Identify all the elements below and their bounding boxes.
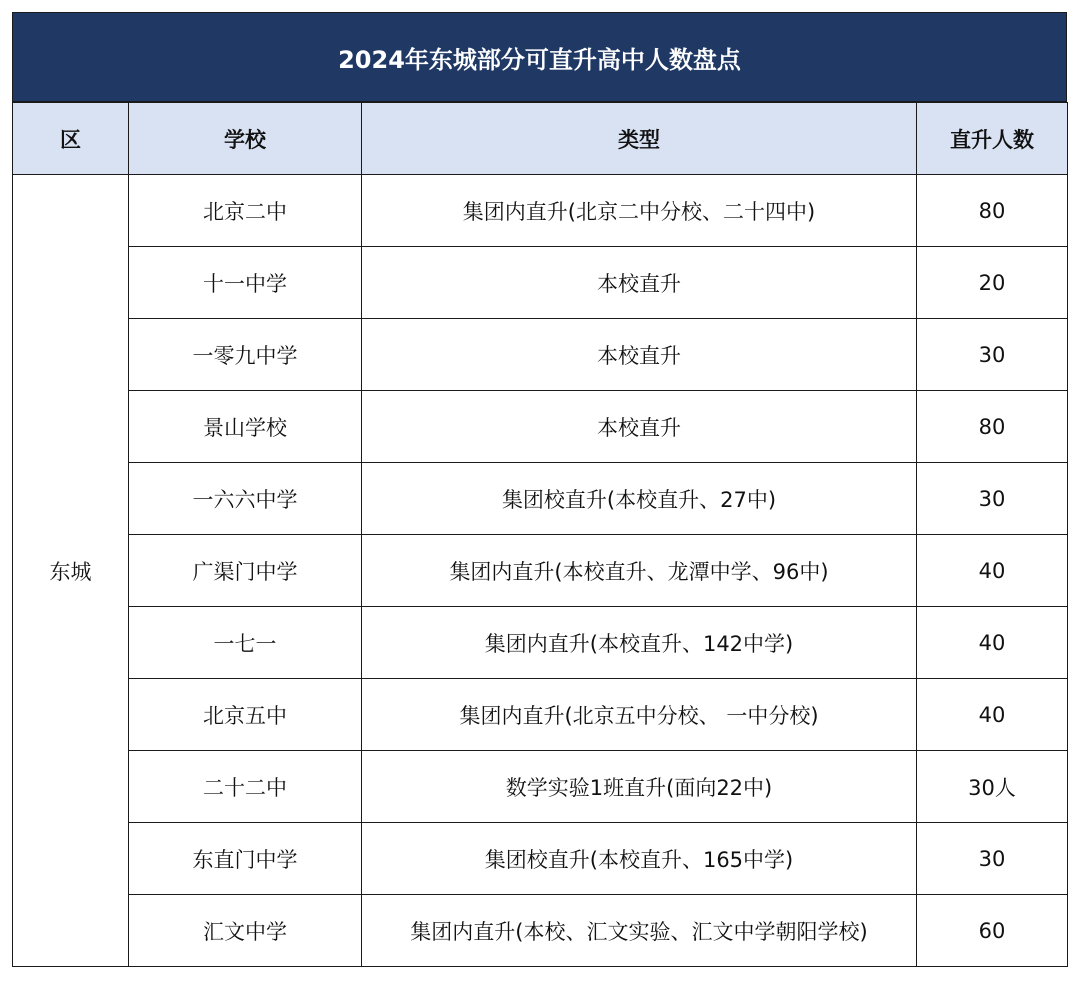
- count-cell: 40: [917, 607, 1068, 679]
- table-row: [13, 391, 1068, 463]
- table-title: 2024年东城部分可直升高中人数盘点: [12, 12, 1067, 102]
- count-cell: 20: [917, 247, 1068, 319]
- type-cell: 集团内直升(北京二中分校、二十四中): [362, 175, 917, 247]
- table-row: [13, 175, 1068, 247]
- header-count: 直升人数: [917, 103, 1068, 175]
- type-cell: 集团校直升(本校直升、165中学): [362, 823, 917, 895]
- count-cell: 60: [917, 895, 1068, 967]
- count-cell: 40: [917, 679, 1068, 751]
- school-cell: 一七一: [129, 607, 362, 679]
- table-row: [13, 463, 1068, 535]
- school-cell: 一六六中学: [129, 463, 362, 535]
- count-cell: 30: [917, 319, 1068, 391]
- school-cell: 北京二中: [129, 175, 362, 247]
- table-row: [13, 607, 1068, 679]
- type-cell: 集团内直升(本校直升、142中学): [362, 607, 917, 679]
- type-cell: 本校直升: [362, 391, 917, 463]
- table-row: [13, 247, 1068, 319]
- district-cell: 东城: [13, 175, 129, 967]
- table-row: [13, 823, 1068, 895]
- type-cell: 集团内直升(北京五中分校、 一中分校): [362, 679, 917, 751]
- school-cell: 汇文中学: [129, 895, 362, 967]
- type-cell: 本校直升: [362, 319, 917, 391]
- school-cell: 东直门中学: [129, 823, 362, 895]
- school-cell: 北京五中: [129, 679, 362, 751]
- table-container: [12, 12, 1067, 967]
- table-row: [13, 319, 1068, 391]
- type-cell: 集团内直升(本校、汇文实验、汇文中学朝阳学校): [362, 895, 917, 967]
- count-cell: 30: [917, 823, 1068, 895]
- school-table: [12, 102, 1068, 967]
- type-cell: 集团校直升(本校直升、27中): [362, 463, 917, 535]
- count-cell: 30: [917, 463, 1068, 535]
- count-cell: 30人: [917, 751, 1068, 823]
- school-cell: 广渠门中学: [129, 535, 362, 607]
- count-cell: 40: [917, 535, 1068, 607]
- header-type: 类型: [362, 103, 917, 175]
- table-row: [13, 895, 1068, 967]
- count-cell: 80: [917, 391, 1068, 463]
- type-cell: 数学实验1班直升(面向22中): [362, 751, 917, 823]
- type-cell: 本校直升: [362, 247, 917, 319]
- school-cell: 二十二中: [129, 751, 362, 823]
- type-cell: 集团内直升(本校直升、龙潭中学、96中): [362, 535, 917, 607]
- school-cell: 景山学校: [129, 391, 362, 463]
- header-school: 学校: [129, 103, 362, 175]
- table-row: [13, 679, 1068, 751]
- header-row: [13, 103, 1068, 175]
- table-row: [13, 535, 1068, 607]
- count-cell: 80: [917, 175, 1068, 247]
- school-cell: 十一中学: [129, 247, 362, 319]
- school-cell: 一零九中学: [129, 319, 362, 391]
- table-row: [13, 751, 1068, 823]
- header-district: 区: [13, 103, 129, 175]
